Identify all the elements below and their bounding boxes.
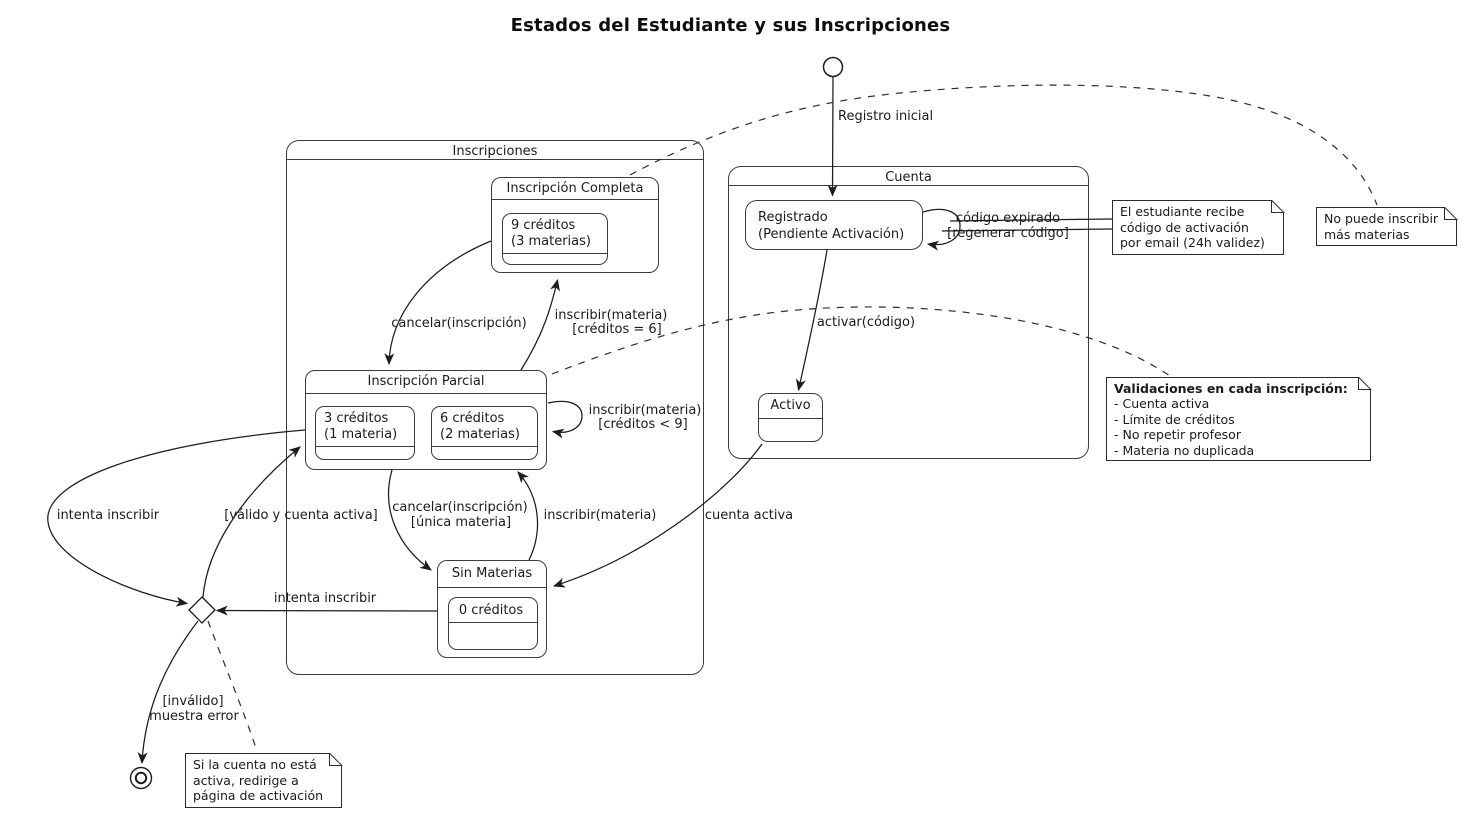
- note-no-inscribir-line2: más materias: [1324, 226, 1410, 242]
- initial-state: [824, 58, 843, 77]
- substate-3-creditos-line2: (1 materia): [324, 427, 398, 442]
- substate-title-9-creditos: [503, 214, 607, 254]
- note-validaciones-item4: - Materia no duplicada: [1114, 442, 1255, 458]
- substate-6-creditos: [431, 406, 538, 460]
- state-title-inscripcion-parcial: Inscripción Parcial: [306, 371, 546, 394]
- choice-diamond: [189, 597, 215, 623]
- transition-invalido-muestra-error: [142, 621, 198, 763]
- final-state-outer: [131, 768, 152, 789]
- label-inscribir-eq6-line2: [créditos = 6]: [572, 322, 662, 337]
- substate-9-creditos-line2: (3 materias): [511, 234, 591, 249]
- label-intenta-inscribir-left: intenta inscribir: [56, 508, 160, 523]
- substate-3-creditos: [315, 406, 415, 460]
- note-fold-icon: [329, 753, 342, 766]
- note-cuenta-inactiva-line2: activa, redirige a: [193, 772, 299, 788]
- label-activar-codigo: activar(código): [816, 315, 916, 330]
- state-title-activo: Activo: [759, 394, 822, 419]
- final-state-inner: [136, 773, 146, 783]
- label-inscribir-lt9-line1: inscribir(materia): [588, 403, 702, 418]
- label-cancelar-unica-line2: [única materia]: [410, 515, 512, 530]
- note-email-line1: El estudiante recibe: [1120, 204, 1245, 219]
- label-invalido-line2: muestra error: [149, 709, 239, 724]
- note-fold-icon: [1444, 207, 1457, 220]
- state-registrado-line1: Registrado: [758, 210, 828, 225]
- label-cuenta-activa: cuenta activa: [704, 508, 794, 523]
- note-fold-icon: [1271, 200, 1284, 213]
- label-cancelar-unica-line1: cancelar(inscripción): [392, 500, 528, 515]
- note-email-line2: código de activación: [1120, 219, 1249, 235]
- label-regenerar-codigo: [regenerar código]: [947, 226, 1069, 241]
- state-registrado-line2: (Pendiente Activación): [758, 227, 905, 242]
- composite-title-cuenta: Cuenta: [729, 167, 1088, 186]
- note-email-activacion: [1112, 200, 1284, 255]
- label-invalido-line1: [inválido]: [162, 694, 224, 709]
- substate-9-creditos-line1: 9 créditos: [511, 218, 576, 233]
- diagram-title: Estados del Estudiante y sus Inscripciones: [510, 15, 951, 36]
- note-validaciones: [1106, 377, 1371, 461]
- substate-6-creditos-line1: 6 créditos: [440, 411, 505, 426]
- substate-0-creditos: [448, 597, 538, 650]
- substate-title-3-creditos: [316, 407, 414, 447]
- substate-9-creditos: [502, 213, 608, 265]
- label-valido-cuenta-activa: [válido y cuenta activa]: [224, 508, 378, 523]
- note-email-line3: por email (24h validez): [1120, 235, 1265, 250]
- substate-6-creditos-line2: (2 materias): [440, 427, 520, 442]
- label-inscribir-eq6-line1: inscribir(materia): [554, 308, 668, 323]
- substate-0-creditos-line1: 0 créditos: [458, 603, 524, 618]
- substate-title-0-creditos: [449, 598, 537, 623]
- note-validaciones-item3: - No repetir profesor: [1114, 427, 1241, 443]
- note-validaciones-item2: - Límite de créditos: [1114, 411, 1235, 427]
- note-cuenta-inactiva: [185, 753, 342, 808]
- label-inscribir-materia: inscribir(materia): [543, 508, 657, 523]
- note-cuenta-inactiva-line1: Si la cuenta no está: [193, 757, 317, 772]
- note-validaciones-title: Validaciones en cada inscripción:: [1114, 381, 1348, 396]
- note-no-puede-inscribir: [1316, 207, 1457, 246]
- label-codigo-expirado: código expirado: [955, 211, 1061, 226]
- state-title-inscripcion-completa: Inscripción Completa: [492, 178, 658, 200]
- substate-title-6-creditos: [432, 407, 537, 447]
- note-validaciones-item1: - Cuenta activa: [1114, 396, 1210, 412]
- state-registrado: [745, 200, 923, 250]
- state-title-sin-materias: Sin Materias: [438, 561, 546, 588]
- label-cancelar-inscripcion: cancelar(inscripción): [391, 316, 527, 331]
- substate-3-creditos-line1: 3 créditos: [324, 411, 389, 426]
- note-cuenta-inactiva-line3: página de activación: [193, 788, 324, 803]
- note-connector-cuenta-inactiva: [208, 621, 257, 751]
- label-inscribir-lt9-line2: [créditos < 9]: [598, 417, 688, 432]
- label-intenta-inscribir-bottom: intenta inscribir: [273, 591, 377, 606]
- state-activo: [758, 393, 823, 442]
- note-fold-icon: [1358, 377, 1371, 390]
- composite-title-inscripciones: Inscripciones: [287, 141, 703, 160]
- label-registro-inicial: Registro inicial: [838, 109, 934, 124]
- note-no-inscribir-line1: No puede inscribir: [1324, 211, 1439, 226]
